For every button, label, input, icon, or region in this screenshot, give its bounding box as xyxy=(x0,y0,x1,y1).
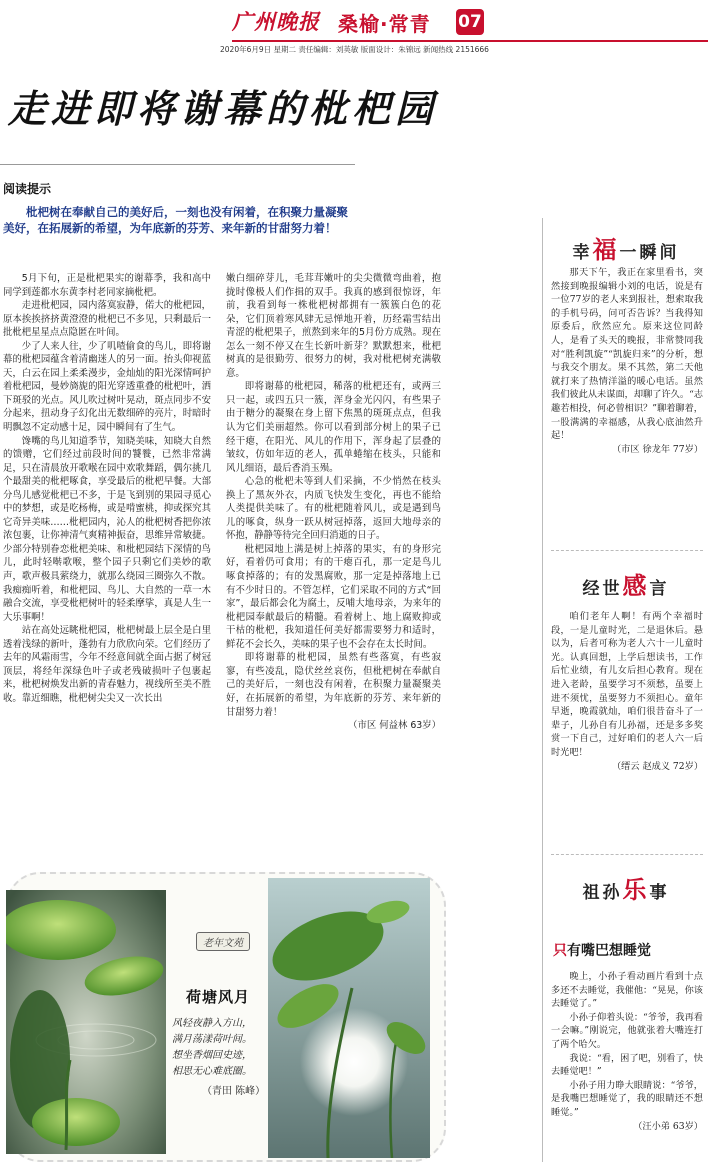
sidebar-paragraph: 我说：“看，困了吧，别看了，快去睡觉吧！” xyxy=(551,1052,703,1078)
sidebar-story-headline xyxy=(553,940,651,960)
article-headline: 走进即将谢幕的枇杷园 xyxy=(8,86,439,131)
title-text: 经世 xyxy=(582,579,623,599)
read-tip-text: 枇杷树在奉献自己的美好后，一刻也没有闲着，在积聚力量凝聚美好，在拓展新的希望，为年底新的芬芳、来年新的甘甜努力着！ xyxy=(3,205,348,235)
title-text: 祖孙 xyxy=(582,883,623,903)
poem-line: 风轻夜静入方山， xyxy=(172,1018,252,1029)
headline-emphasis: 只 xyxy=(553,943,567,959)
headline-divider xyxy=(0,164,355,165)
section-name: 桑榆·常青 xyxy=(338,12,431,36)
poem-line: 相思无心难底圈。 xyxy=(172,1066,252,1077)
article-signature: （市区 何益林 63岁） xyxy=(348,720,441,732)
sidebar-title-reflections xyxy=(543,566,708,601)
poem-line: 满月荡漾荷叶间。 xyxy=(172,1034,252,1045)
article-paragraph: 少了人来人往，少了叽喳偷食的鸟儿，即将谢幕的枇杷园蕴含着清幽迷人的另一面。抬头仰视蓝天，白云在园上柔柔漫步，金灿灿的阳光深情呵护着枇杷园，曼妙旖旎的阳光穿透重叠的枇杷叶，洒下斑驳的光点。风儿吹过树叶晃动，斑点同步不安分起来，扭动身子幻化出无数细碎的亮片，时暗时明飘忽不定动感十足，园中瞬间有了生气。 xyxy=(3,340,211,434)
article-paragraph: 站在高处远眺枇杷园，枇杷树最上层全是白里透着浅绿的新叶，蓬勃有力欣欣向荣。它们经历了去年的风霜雨雪，今年不经意间就全面占据了树冠顶层，将经年深绿色叶子或老残破损叶子包裹起来，枇杷树焕发出新的青春魅力，视线所至美不胜收。靠近细瞧，枇杷树尖尖又一次长出 xyxy=(3,625,211,704)
article-paragraph: 即将谢幕的枇杷园，虽然有些落寞，有些寂寥，有些凌乱，隐伏丝丝哀伤，但枇杷树在奉献自己的美好后，一刻也没有闲着，在积聚力量凝聚美好，在拓展新的希望，为年底新的芬芳、来年新的甘甜努力着！ xyxy=(226,652,441,718)
article-paragraph: 心急的枇杷未等到人们采摘，不少悄然在枝头换上了黑灰外衣，内质飞快发生变化，再也不能给人类提供美味了。有的枇杷随着风儿，或是遇到鸟儿的啄食，纵身一跃从树冠掉落，返回大地母亲的怀抱，静静等待完全回归消逝的日子。 xyxy=(226,476,441,542)
moon-lotus-image xyxy=(268,878,430,1158)
sidebar-paragraph: 小孙子用力睁大眼睛说：“爷爷，是我嘴巴想睡觉了，我的眼睛还不想睡觉。” xyxy=(551,1079,703,1118)
article-paragraph: 嫩白细碎芽儿，毛茸茸嫩叶的尖尖微微弯曲着，抱拢时像极人们作揖的双手。我真的感到很惊讶，年前，我看到每一株枇杷树都拥有一簇簇白色的花朵，它们顶着寒风肆无忌惮地开着，历经霜雪结出青涩的枇杷果子，煎熬到来年的5月份方成熟。现在怎么一刻不停又在生长新叶新芽？默默想来，枇杷树真的是很勤劳、很努力的树，我对枇杷树充满敬意。 xyxy=(226,273,441,379)
title-text: 一瞬间 xyxy=(619,243,680,263)
article-paragraph: 5月下旬，正是枇杷果实的谢幕季，我和高中同学到莲都水东黄李村老同家摘枇杷。 xyxy=(3,273,211,298)
sidebar-signature: （缙云 赵成义 72岁） xyxy=(611,760,703,772)
poem-title: 荷塘风月 xyxy=(186,988,251,1006)
poem-body xyxy=(172,1016,268,1080)
sidebar-paragraph: 咱们老年人啊！有两个幸福时段，一是儿童时光，二是退休后。悬以为，后者可称为老人六十一儿童时光。认真回想，上学后想读书，工作后忙业绩，有儿女后担心教育。现在进入老龄，虽要学习不须愁，虽要上进不须忧，虽要努力不须担心。童年早逝，晚霞就灿，咱们很昔奋斗了一辈子，儿孙自有儿孙福，还是多多奖赏一下自己，过好咱们的老人六一后时光吧！ xyxy=(551,611,703,758)
title-emphasis: 乐 xyxy=(622,875,650,904)
sidebar-title-happiness xyxy=(543,230,708,265)
sidebar-divider xyxy=(551,854,703,855)
sidebar-columns xyxy=(542,218,708,1162)
article-paragraph: 走进枇杷园，园内落寞寂静，偌大的枇杷园，原本挨挨挤挤黄澄澄的枇杷已不多见，只剩最后一批枇杷星星点点隐匿在叶间。 xyxy=(3,300,211,339)
article-paragraph: 枇杷园地上满是树上掉落的果实，有的身形完好，看着仍可食用；有的干瘪百孔，那一定是鸟儿啄食掉落的；有的发黑腐败，那一定是掉落地上已有不少时日的。不管怎样，它们采取不同的方式“回家”，最后都会化为腐土，反哺大地母亲，为来年的枇杷园奉献最后的精髓。看着树上、地上腐败抑或干枯的枇杷，我知道任何美好都需要努力和适时，鲜花不会长久，美味的果子也不会存在太长时间。 xyxy=(226,543,441,650)
sidebar-essay-2 xyxy=(551,610,703,846)
newspaper-name: 广州晚报 xyxy=(232,9,320,34)
column-tag: 老年文苑 xyxy=(196,932,250,951)
lotus-leaves-photo xyxy=(6,890,166,1154)
masthead-rule xyxy=(232,40,708,42)
article-paragraph: 即将谢幕的枇杷园，稀落的枇杷还有，或两三只一起，或四五只一簇，浑身金光闪闪，有些果子由于糖分的凝聚在身上留下焦黑的斑斑点点，但我认为它们美丽超然。你可以看到部分树上的果子已经干瘪，在阳光、风儿的作用下，浑身起了层叠的皱纹，仿如年迈的老人，孤单蜷缩在枝头，只能和风儿细语，最后香消玉殒。 xyxy=(226,381,441,474)
title-text: 事 xyxy=(649,883,670,903)
sidebar-essay-1 xyxy=(551,266,703,564)
lotus-leaves-image xyxy=(6,890,166,1154)
sidebar-divider xyxy=(551,550,703,551)
sidebar-paragraph: 小孙子仰着头说：“爷爷，我再看一会嘛。”刚说完，他就张着大嘴连打了两个哈欠。 xyxy=(551,1011,703,1050)
title-emphasis: 福 xyxy=(592,235,620,264)
title-text: 幸 xyxy=(572,243,593,263)
sidebar-signature: （市区 徐龙年 77岁） xyxy=(611,443,703,455)
sidebar-paragraph: 那天下午，我正在家里看书，突然接到晚报编辑小刘的电话，说是有一位77岁的老人来到报社，想索取我的手机号码，问可否告诉？当我得知原委后，欣然应允。原来这位同龄人，是看了头天的晚报，非常赞同我对“胜利凯旋”“凯旋归来”的分析，想与我交个朋友。果不其然，第二天他就打来了热情洋溢的暖心电话。虽然我们彼此从未谋面，却聊了许久。“志趣若相投，何必曾相识？”聊着聊着，一股满满的幸福感，从我心底油然升起！ xyxy=(551,267,703,442)
article-paragraph: 馋嘴的鸟儿知道季节，知晓美味，知晓大自然的馈赠，它们经过前段时间的饕餮，已然非常满足，只在清晨放开歌喉在园中欢歌舞蹈，偶尔挑几个最甜美的枇杷啄食，享受最后的枇杷早餐。大部分鸟儿感觉枇杷已不多，于是飞到别的果园寻觅心中的梦想，或是吃杨梅，或是啃蜜桃，抑或探究其它奇异美味……枇杷园内，沁人的枇杷树香把你浓浓包裹，让你神清气爽精神振奋，思维异常敏捷。少部分特别眷恋枇杷美味、和枇杷园结下深情的鸟儿，此时轻啭歌喉，整个园子只剩它们美妙的歌声，歌声极具萦绕力，就那么绕园三圈弥久不散。我痴痴听着，和枇杷园、鸟儿、大自然的一草一木融合交流，享受枇杷树叶的轻柔摩挲，真是人生一大乐事啊！ xyxy=(3,435,211,623)
sidebar-essay-3 xyxy=(551,970,703,1160)
read-tip-label: 阅读提示 xyxy=(3,182,52,196)
article-column-1 xyxy=(3,272,211,902)
sidebar-title-grandparents xyxy=(543,870,708,905)
poem-signature: （青田 陈峰） xyxy=(202,1086,266,1097)
poem-line: 想坐香烟回史迹， xyxy=(172,1050,252,1061)
headline-text: 有嘴巴想睡觉 xyxy=(567,943,651,959)
title-emphasis: 感 xyxy=(622,571,650,600)
sidebar-paragraph: 晚上，小孙子看动画片看到十点多还不去睡觉，我催他：“晃晃，你该去睡觉了。” xyxy=(551,971,703,1010)
masthead-info-line: 2020年6月9日 星期二 责任编辑：刘英敏 版面设计：朱锦远 新闻热线 2151666 xyxy=(220,45,489,54)
title-text: 言 xyxy=(649,579,670,599)
moon-lotus-photo xyxy=(268,878,430,1158)
page-number-badge: 07 xyxy=(456,9,484,35)
sidebar-signature: （汪小弟 63岁） xyxy=(633,1120,703,1132)
article-column-2 xyxy=(226,272,441,902)
